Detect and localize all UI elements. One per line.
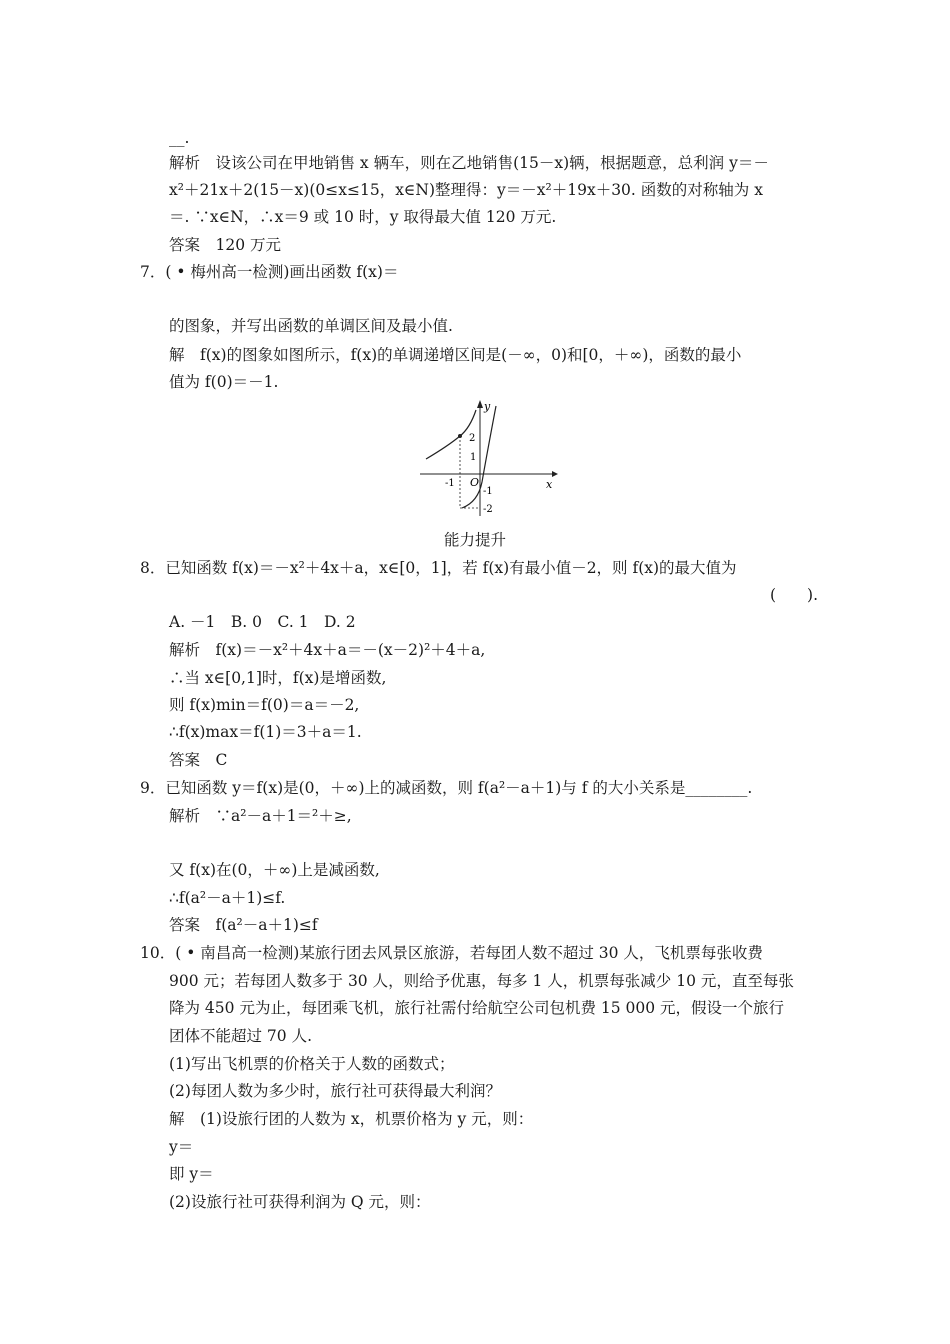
text-line: ＝. ∵x∈N，∴x＝9 或 10 时，y 取得最大值 120 万元. [169,208,557,226]
text-line: 又 f(x)在(0，＋∞)上是减函数, [169,861,380,879]
function-graph-figure [418,398,558,518]
text-line: __. [169,129,190,147]
tick-label: 1 [470,452,477,463]
text-line: 值为 f(0)＝－1. [169,373,279,391]
answer-line: 答案 f(a²－a＋1)≤f [169,916,318,934]
question-7: 7．( • 梅州高一检测)画出函数 f(x)＝ [140,263,399,281]
x-axis-arrow [552,471,558,477]
text-line: 团体不能超过 70 人. [169,1027,313,1045]
x-axis-label: x [546,478,553,491]
text-line: (1)写出飞机票的价格关于人数的函数式； [169,1055,455,1073]
text-line: ∴当 x∈[0,1]时，f(x)是增函数, [169,669,387,687]
text-line: x²＋21x＋2(15－x)(0≤x≤15，x∈N)整理得：y＝－x²＋19x＋30. 函数的对称轴为 x [169,181,763,199]
origin-label: O [470,476,480,489]
text-line: 的图象，并写出函数的单调区间及最小值. [169,317,453,335]
answer-line: 答案 C [169,751,228,769]
answer-blank: ( ). [770,586,819,604]
options-line: A. －1 B. 0 C. 1 D. 2 [169,613,356,631]
text-line: 则 f(x)min＝f(0)＝a＝－2, [169,696,360,714]
text-line: 解 f(x)的图象如图所示，f(x)的单调递增区间是(－∞，0)和[0，＋∞)，函数的最小 [169,346,742,364]
question-8: 8．已知函数 f(x)＝－x²＋4x＋a，x∈[0，1]，若 f(x)有最小值－2，则 f(x)的最大值为 [140,559,737,577]
text-line: ∴f(x)max＝f(1)＝3＋a＝1. [169,723,362,741]
text-line: ∴f(a²－a＋1)≤f. [169,889,286,907]
text-line: 解析 设该公司在甲地销售 x 辆车，则在乙地销售(15－x)辆，根据题意，总利润 y＝－ [169,154,769,172]
tick-label: -1 [445,478,455,489]
text-line: 解 (1)设旅行团的人数为 x，机票价格为 y 元，则： [169,1110,534,1128]
text-line: y＝ [169,1138,194,1156]
y-axis-label: y [484,400,491,413]
tick-label: -2 [483,504,493,515]
text-line: 降为 450 元为止，每团乘飞机，旅行社需付给航空公司包机费 15 000 元，假设一个旅行 [169,999,785,1017]
text-line: (2)设旅行社可获得利润为 Q 元，则： [169,1193,431,1211]
text-line: 即 y＝ [169,1165,214,1183]
text-line: 900 元；若每团人数多于 30 人，则给予优惠，每多 1 人，机票每张减少 10 元，直至每张 [169,972,794,990]
tick-label: -1 [483,486,493,497]
section-heading: 能力提升 [443,531,506,549]
text-line: 解析 ∵a²－a＋1＝²＋≥, [169,807,352,825]
answer-line: 答案 120 万元 [169,236,282,254]
text-line: (2)每团人数为多少时，旅行社可获得最大利润？ [169,1082,501,1100]
question-10: 10．( • 南昌高一检测)某旅行团去风景区旅游，若每团人数不超过 30 人，飞机票每张收费 [140,944,763,962]
y-axis-arrow [477,400,483,408]
question-9: 9．已知函数 y＝f(x)是(0，＋∞)上的减函数，则 f(a²－a＋1)与 f 的大小关系是________. [140,779,753,797]
tick-label: 2 [469,433,476,444]
text-line: 解析 f(x)＝－x²＋4x＋a＝－(x－2)²＋4＋a, [169,641,486,659]
